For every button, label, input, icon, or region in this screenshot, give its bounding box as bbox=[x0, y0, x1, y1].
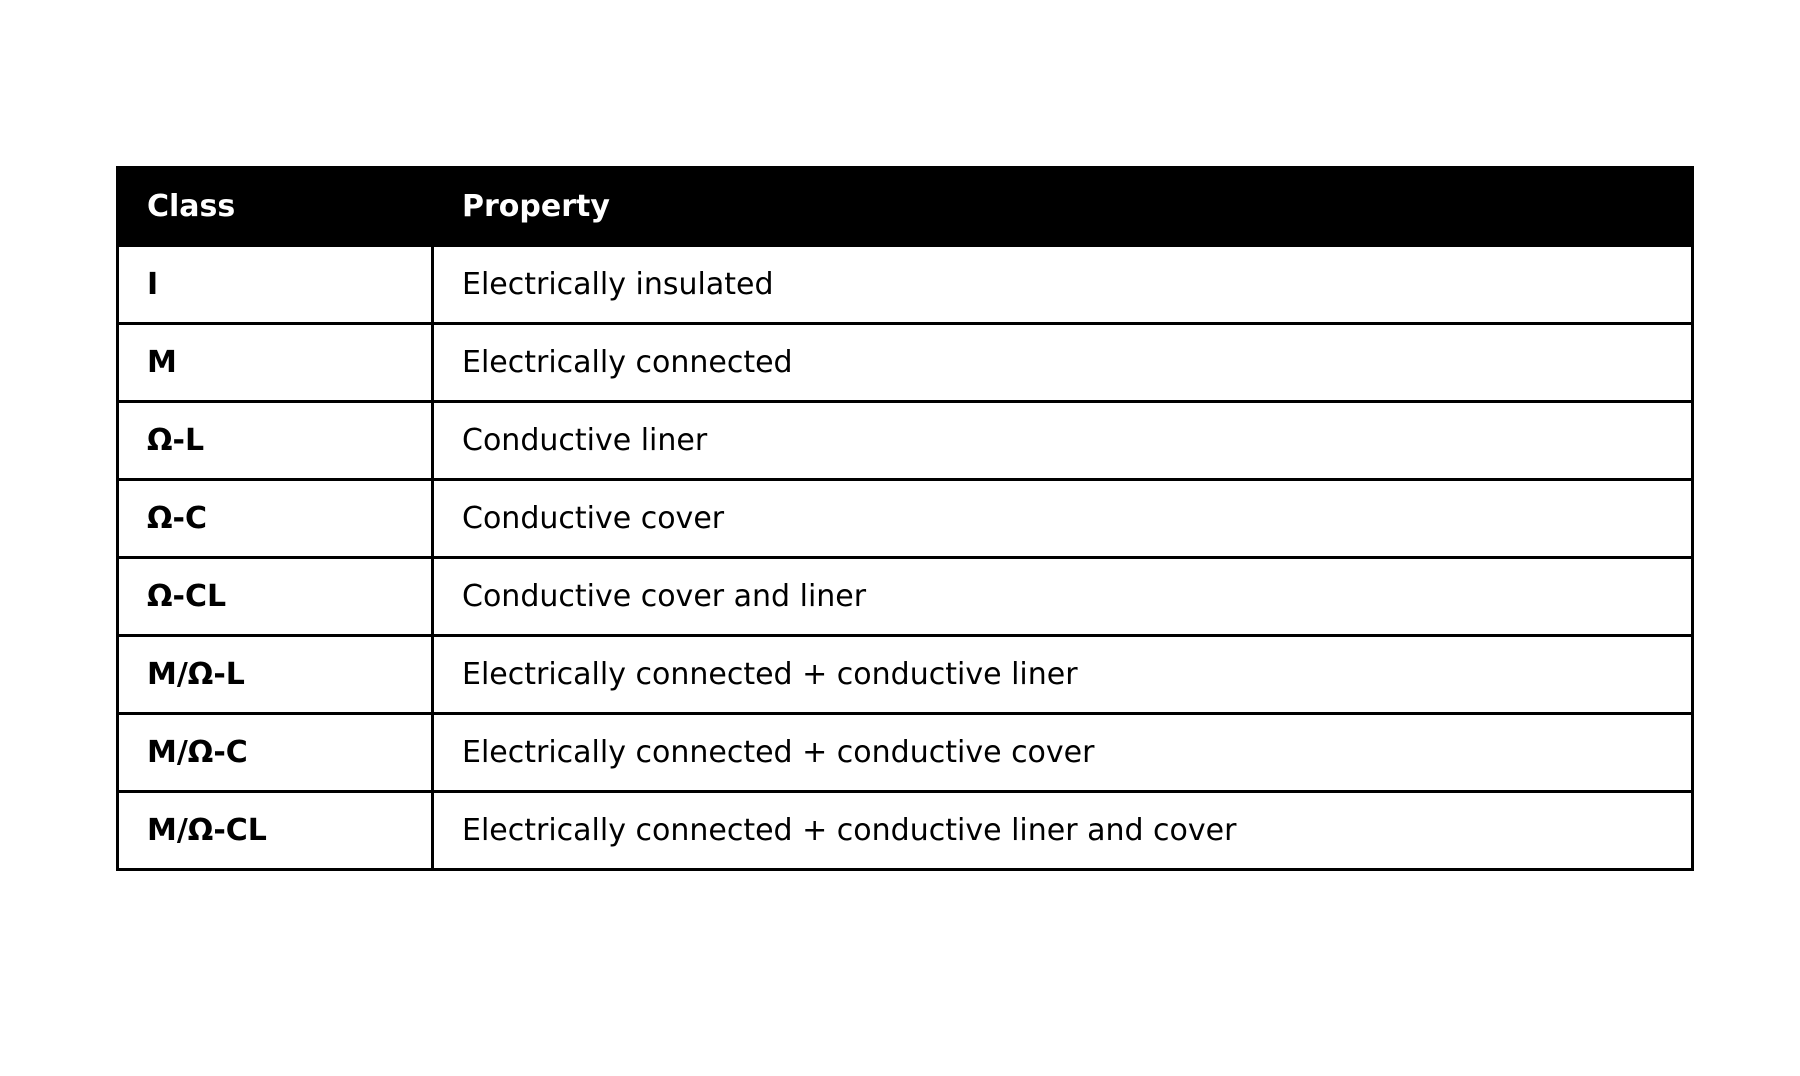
table-row bbox=[118, 324, 1693, 402]
table-row bbox=[118, 480, 1693, 558]
property-cell: Electrically connected + conductive cover bbox=[433, 714, 1693, 792]
header-row bbox=[118, 168, 1693, 246]
table-row bbox=[118, 714, 1693, 792]
class-cell: M bbox=[118, 324, 433, 402]
header-property: Property bbox=[433, 168, 1693, 246]
table-row bbox=[118, 792, 1693, 870]
property-cell: Electrically connected + conductive liner and cover bbox=[433, 792, 1693, 870]
class-cell: M/Ω-CL bbox=[118, 792, 433, 870]
class-cell: I bbox=[118, 246, 433, 324]
table-row bbox=[118, 402, 1693, 480]
class-cell: Ω-CL bbox=[118, 558, 433, 636]
classification-table-container bbox=[116, 166, 1691, 871]
class-cell: M/Ω-C bbox=[118, 714, 433, 792]
table-row bbox=[118, 558, 1693, 636]
header-class: Class bbox=[118, 168, 433, 246]
table-row bbox=[118, 246, 1693, 324]
class-cell: M/Ω-L bbox=[118, 636, 433, 714]
table-header bbox=[118, 168, 1693, 246]
property-cell: Conductive cover bbox=[433, 480, 1693, 558]
property-cell: Electrically connected + conductive liner bbox=[433, 636, 1693, 714]
property-cell: Conductive liner bbox=[433, 402, 1693, 480]
table-body bbox=[118, 246, 1693, 870]
table-row bbox=[118, 636, 1693, 714]
property-cell: Electrically insulated bbox=[433, 246, 1693, 324]
classification-table bbox=[116, 166, 1694, 871]
property-cell: Electrically connected bbox=[433, 324, 1693, 402]
property-cell: Conductive cover and liner bbox=[433, 558, 1693, 636]
class-cell: Ω-L bbox=[118, 402, 433, 480]
class-cell: Ω-C bbox=[118, 480, 433, 558]
